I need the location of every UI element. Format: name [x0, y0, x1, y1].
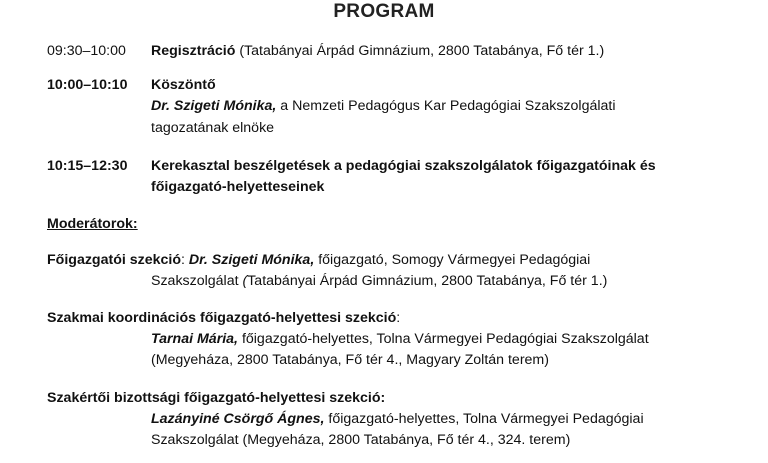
time-slot-roundtable: 10:15–12:30 [47, 158, 128, 174]
section-director-line2: Szakszolgálat (Tatabányai Árpád Gimnázium, 2800 Tatabánya, Fő tér 1.) [151, 273, 608, 289]
roundtable-title-line2: főigazgató-helyetteseinek [151, 179, 325, 195]
section-expert-label: Szakértői bizottsági főigazgató-helyettesi szekció: [47, 390, 386, 406]
section-director-moderator: Dr. Szigeti Mónika, [188, 252, 315, 268]
registration-line [151, 42, 604, 60]
welcome-speaker-line [151, 97, 616, 115]
section-coordination-label: Szakmai koordinációs főigazgató-helyettesi szekció [47, 310, 397, 326]
section-expert-line2 [151, 410, 644, 428]
section-director-role: főigazgató, Somogy Vármegyei Pedagógiai [314, 252, 591, 268]
welcome-label: Köszöntő [151, 77, 216, 93]
section-expert-role: főigazgató-helyettes, Tolna Vármegyei Pedagógiai [324, 411, 644, 427]
section-director-venue: Tatabányai Árpád Gimnázium, 2800 Tatabánya, Fő tér 1.) [247, 273, 608, 289]
time-slot-registration: 09:30–10:00 [47, 43, 126, 59]
section-director-line1: Főigazgatói szekció: Dr. Szigeti Mónika, főigazgató, Somogy Vármegyei Pedagógiai [47, 252, 591, 268]
section-expert-moderator: Lazányiné Csörgő Ágnes, [151, 411, 325, 427]
section-coordination-line2 [151, 330, 649, 348]
time-slot-welcome: 10:00–10:10 [47, 77, 128, 93]
welcome-speaker-role-cont: tagozatának elnöke [151, 120, 275, 136]
section-coordination-line1: Szakmai koordinációs főigazgató-helyettesi szekció: [47, 310, 401, 326]
welcome-speaker-role: a Nemzeti Pedagógus Kar Pedagógiai Szakszolgálati [276, 98, 616, 114]
registration-venue: (Tatabányai Árpád Gimnázium, 2800 Tatabánya, Fő tér 1.) [235, 43, 605, 59]
section-coordination-role: főigazgató-helyettes, Tolna Vármegyei Pedagógiai Szakszolgálat [238, 331, 649, 347]
moderators-heading: Moderátorok: [47, 216, 138, 232]
page-title: PROGRAM [333, 1, 435, 22]
registration-label: Regisztráció [151, 43, 236, 59]
roundtable-title-line1: Kerekasztal beszélgetések a pedagógiai szakszolgálatok főigazgatóinak és [151, 158, 656, 174]
section-coordination-venue: (Megyeháza, 2800 Tatabánya, Fő tér 4., Magyary Zoltán terem) [151, 352, 549, 368]
section-director-label: Főigazgatói szekció [47, 252, 182, 268]
section-coordination-moderator: Tarnai Mária, [151, 331, 238, 347]
section-expert-venue: Szakszolgálat (Megyeháza, 2800 Tatabánya, Fő tér 4., 324. terem) [151, 432, 571, 448]
welcome-speaker-name: Dr. Szigeti Mónika, [151, 98, 277, 114]
